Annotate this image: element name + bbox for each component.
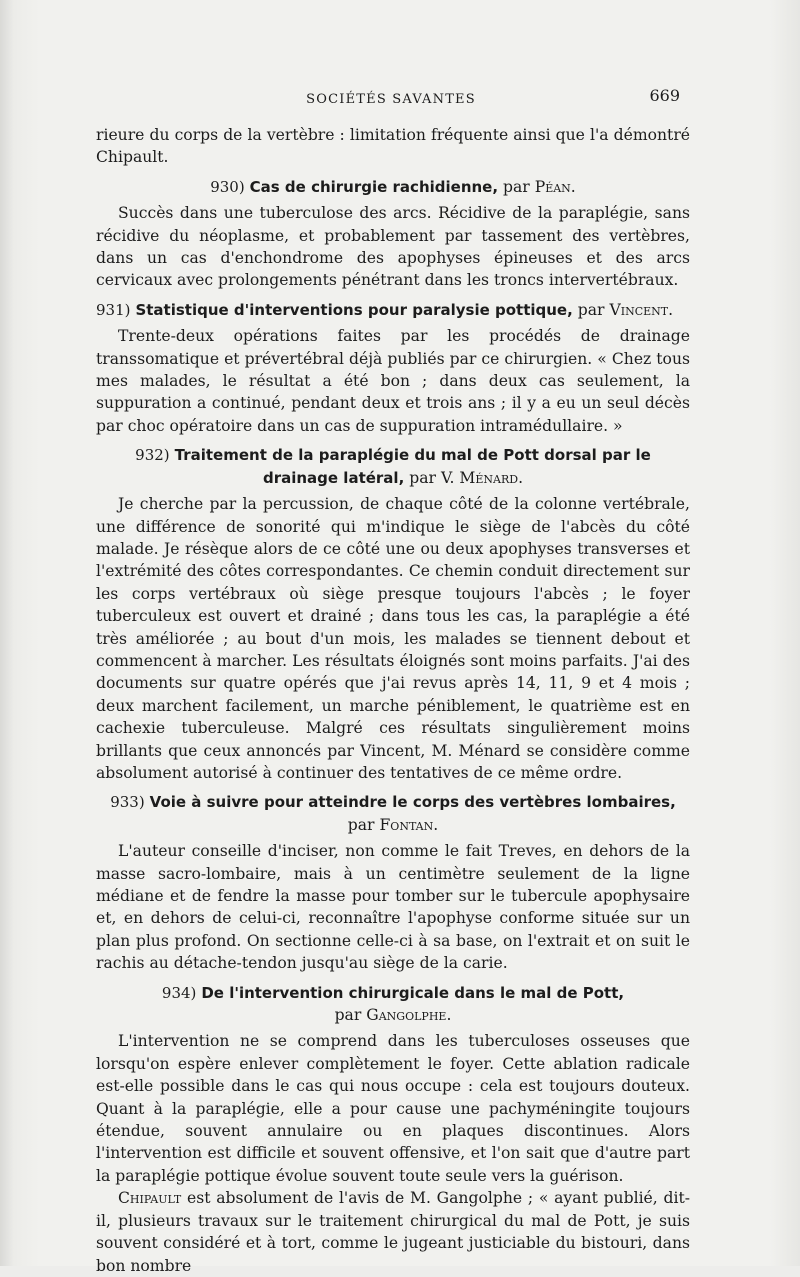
- entry-text-931: Trente-deux opérations faites par les procédés de drainage transsomatique et prévertébral déjà publiés par ce chirurgien. « Chez tous mes malades, le résultat a été bon ; dans deux cas seulement, la suppuration a continué, pendant deux et trois ans ; il y a eu un seul décès par choc opératoire dans un cas de suppuration intramédullaire. »: [96, 327, 690, 435]
- intro-paragraph: rieure du corps de la vertèbre : limitation fréquente ainsi que l'a démontré Chipault.: [96, 126, 690, 167]
- entry-title-932: [96, 444, 690, 489]
- entry-title-933: [96, 791, 690, 836]
- page-number: 669: [649, 86, 680, 105]
- entry-by: par: [503, 177, 530, 196]
- entry-text-930: Succès dans une tuberculose des arcs. Récidive de la paraplégie, sans récidive du néoplasme, et probablement par tassement des vertèbres, dans un cas d'enchondrome des apophyses épineuses et des arcs cervicaux avec prolongements pénétrant dans les troncs intervertébraux.: [96, 204, 690, 290]
- entry-number: 931): [96, 300, 131, 319]
- running-head: SOCIÉTÉS SAVANTES: [306, 92, 476, 107]
- entry-author: V. Ménard.: [440, 468, 524, 487]
- entry-heading: Cas de chirurgie rachidienne,: [249, 177, 499, 196]
- continued-text: est absolument de l'avis de M. Gangolphe ; « ayant publié, dit-il, plusieurs travaux sur le traitement chirurgical du mal de Pott, je suis souvent considéré et à tort, comme le jugeant justiciable du bistouri, dans bon nombre: [96, 1189, 690, 1275]
- entry-number: 934): [161, 983, 197, 1002]
- entry-author: Péan.: [534, 177, 576, 196]
- entry-by: par: [577, 300, 605, 319]
- entry-heading: Traitement de la paraplégie du mal de Pott dorsal par le drainage latéral,: [174, 446, 651, 487]
- entry-text-934: L'intervention ne se comprend dans les tuberculoses osseuses que lorsqu'on espère enlever complètement le foyer. Cette ablation radicale est-elle possible dans le cas qui nous occupe : cela est toujours douteux. Quant à la paraplégie, elle a pour cause une pachyméningite toujours étendue, souvent annulaire ou en plaques discontinues. Alors l'intervention est difficile et souvent offensive, et l'on sait que d'autre part la paraplégie pottique évolue souvent toute seule vers la guérison.: [96, 1032, 690, 1185]
- entry-heading: Statistique d'interventions pour paralysie pottique,: [135, 300, 573, 319]
- entry-author: Gangolphe.: [366, 1006, 452, 1025]
- entry-by: par: [347, 815, 375, 834]
- entry-author: Vincent.: [609, 300, 674, 319]
- entry-text-933: L'auteur conseille d'inciser, non comme le fait Treves, en dehors de la masse sacro-lombaire, mais à un centimètre seulement de la ligne médiane et de fendre la masse pour tomber sur le tubercule apophysaire et, en dehors de celui-ci, reconnaître l'apophyse conforme située sur un plan plus profond. On sectionne celle-ci à sa base, on l'extrait et on suit le rachis au détache-tendon jusqu'au siège de la carie.: [96, 842, 690, 973]
- entry-number: 932): [135, 446, 170, 465]
- entry-heading: Voie à suivre pour atteindre le corps des vertèbres lombaires,: [149, 793, 676, 812]
- entry-text-932: Je cherche par la percussion, de chaque côté de la colonne vertébrale, une différence de sonorité qui m'indique le siège de l'abcès du côté malade. Je résèque alors de ce côté une ou deux apophyses transverses et l'extrémité des côtes correspondantes. Ce chemin conduit directement sur les corps vertébraux où siège presque toujours l'abcès ; le foyer tuberculeux est ouvert et drainé ; dans tous les cas, la paraplégie a été très améliorée ; au bout d'un mois, les malades se tiennent debout et commencent à marcher. Les résultats éloignés sont moins parfaits. J'ai des documents sur quatre opérés que j'ai revus après 14, 11, 9 et 4 mois ; deux marchent facilement, un marche péniblement, le quatrième est en cachexie tuberculeuse. Malgré ces résultats singulièrement moins brillants que ceux annoncés par Vincent, M. Ménard se considère comme absolument autorisé à continuer des tentatives de ce même ordre.: [96, 495, 690, 782]
- entry-number: 933): [110, 793, 145, 812]
- entry-by: par: [334, 1006, 362, 1025]
- entry-text-934-continued: [96, 1187, 690, 1277]
- entry-title-930: [96, 176, 690, 198]
- page-body: [96, 124, 690, 1277]
- page-header: [96, 86, 686, 112]
- entry-author: Fontan.: [379, 815, 439, 834]
- entry-title-934: [96, 982, 690, 1027]
- entry-by: par: [409, 468, 436, 487]
- entry-title-931: [96, 299, 690, 321]
- entry-number: 930): [210, 177, 245, 196]
- entry-heading: De l'intervention chirurgicale dans le mal de Pott,: [201, 983, 625, 1002]
- cited-author: Chipault: [118, 1189, 182, 1208]
